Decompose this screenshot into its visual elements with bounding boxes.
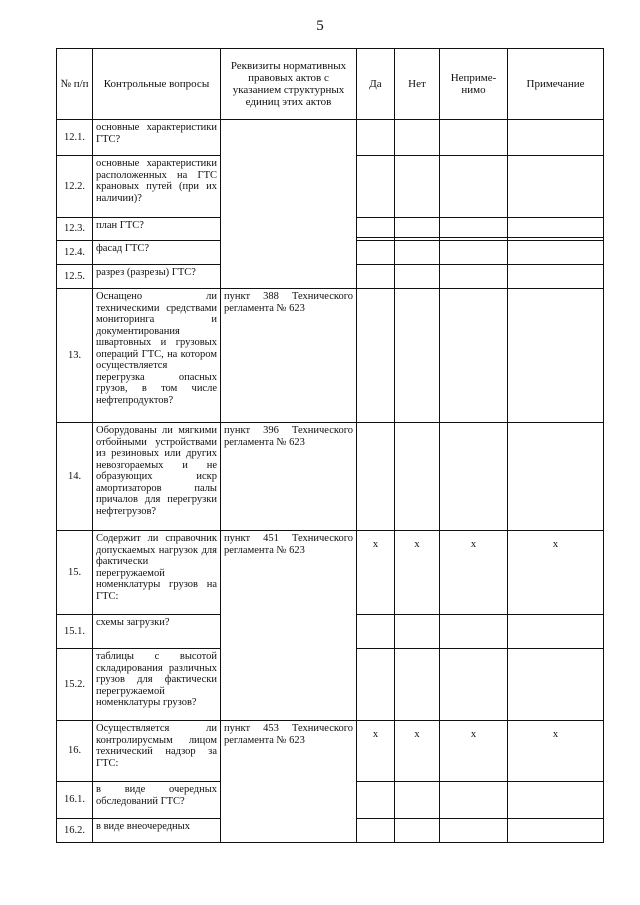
question-text: Осуществляется ли контролирусмым лицом технический надзор за ГТС: — [93, 721, 221, 782]
row-number: 12.5. — [57, 265, 93, 289]
question-text: в виде очередных обследований ГТС? — [93, 782, 221, 819]
answer-yes[interactable] — [357, 649, 395, 721]
row-number: 12.1. — [57, 120, 93, 156]
note-cell[interactable] — [508, 649, 604, 721]
question-text: план ГТС? — [93, 218, 221, 241]
answer-yes[interactable] — [357, 423, 395, 531]
page-number: 5 — [316, 18, 324, 34]
answer-na[interactable]: х — [440, 721, 508, 782]
header-no: Нет — [395, 49, 440, 120]
answer-no[interactable] — [395, 649, 440, 721]
question-text: основные характеристики расположенных на ГТС крановых путей (при их наличии)? — [93, 156, 221, 218]
note-cell[interactable] — [508, 156, 604, 218]
table-row — [57, 120, 604, 156]
row-number: 15. — [57, 531, 93, 615]
answer-na[interactable] — [440, 120, 508, 156]
header-requisites: Реквизиты нормативных правовых актов с указанием структурных единиц этих актов — [221, 49, 357, 120]
answer-na[interactable] — [440, 289, 508, 423]
answer-no[interactable] — [395, 156, 440, 218]
answer-no[interactable] — [395, 289, 440, 423]
answer-na[interactable]: х — [440, 531, 508, 615]
question-text: Оснащено ли техническими средствами мониторинга и документирования швартовных и грузовых операций ГТС, на котором осуществляется перегрузка опасных грузов, в том числе нефтепродуктов? — [93, 289, 221, 423]
header-yes: Да — [357, 49, 395, 120]
requisites-cell — [221, 120, 357, 289]
row-number: 16.1. — [57, 782, 93, 819]
question-text: Оборудованы ли мягкими отбойными устройствами из резиновых или других невозгораемых и не образующих искр амортизаторов палы причалов для перегрузки нефтегрузов? — [93, 423, 221, 531]
answer-no[interactable] — [395, 120, 440, 156]
answer-na[interactable] — [440, 615, 508, 649]
answer-no[interactable] — [395, 218, 440, 241]
question-text: таблицы с высотой складирования различных грузов для фактически перегружаемой номенклатуры грузов? — [93, 649, 221, 721]
row-number: 12.3. — [57, 218, 93, 241]
row-number: 13. — [57, 289, 93, 423]
answer-no[interactable] — [395, 265, 440, 289]
requisites-text: пункт 396 Технического регламента № 623 — [221, 423, 357, 531]
answer-no[interactable] — [395, 241, 440, 265]
table-row — [57, 531, 604, 615]
question-text: основные характеристики ГТС? — [93, 120, 221, 156]
answer-na[interactable] — [440, 241, 508, 265]
question-text: Содержит ли справочник допускаемых нагрузок для фактически перегружаемой номенклатуры грузов на ГТС: — [93, 531, 221, 615]
answer-yes[interactable] — [357, 218, 395, 241]
question-text: разрез (разрезы) ГТС? — [93, 265, 221, 289]
requisites-text: пункт 388 Технического регламента № 623 — [221, 289, 357, 423]
note-cell[interactable] — [508, 615, 604, 649]
checklist-table — [56, 48, 604, 843]
table-row — [57, 289, 604, 423]
row-number: 15.1. — [57, 615, 93, 649]
header-note: Примечание — [508, 49, 604, 120]
header-num: № п/п — [57, 49, 93, 120]
question-text: схемы загрузки? — [93, 615, 221, 649]
answer-na[interactable] — [440, 218, 508, 241]
answer-yes[interactable] — [357, 265, 395, 289]
answer-yes[interactable]: х — [357, 721, 395, 782]
answer-no[interactable]: х — [395, 721, 440, 782]
answer-na[interactable] — [440, 649, 508, 721]
answer-no[interactable] — [395, 615, 440, 649]
table-row — [57, 423, 604, 531]
answer-yes[interactable] — [357, 241, 395, 265]
answer-na[interactable] — [440, 423, 508, 531]
row-number: 12.2. — [57, 156, 93, 218]
note-cell[interactable] — [508, 120, 604, 156]
row-number: 15.2. — [57, 649, 93, 721]
answer-no[interactable]: х — [395, 531, 440, 615]
note-cell[interactable] — [508, 241, 604, 265]
table-row — [57, 721, 604, 782]
note-cell[interactable] — [508, 423, 604, 531]
row-number: 14. — [57, 423, 93, 531]
note-cell[interactable]: х — [508, 721, 604, 782]
answer-na[interactable] — [440, 156, 508, 218]
requisites-text: пункт 453 Технического регламента № 623 — [221, 721, 357, 843]
answer-yes[interactable] — [357, 819, 395, 843]
row-number: 16.2. — [57, 819, 93, 843]
note-cell[interactable] — [508, 819, 604, 843]
answer-no[interactable] — [395, 423, 440, 531]
answer-na[interactable] — [440, 265, 508, 289]
answer-yes[interactable]: х — [357, 531, 395, 615]
answer-yes[interactable] — [357, 156, 395, 218]
answer-yes[interactable] — [357, 615, 395, 649]
row-number: 16. — [57, 721, 93, 782]
requisites-text: пункт 451 Технического регламента № 623 — [221, 531, 357, 721]
note-cell[interactable]: х — [508, 531, 604, 615]
answer-na[interactable] — [440, 782, 508, 819]
answer-no[interactable] — [395, 819, 440, 843]
answer-na[interactable] — [440, 819, 508, 843]
answer-yes[interactable] — [357, 782, 395, 819]
note-cell[interactable] — [508, 265, 604, 289]
answer-yes[interactable] — [357, 120, 395, 156]
header-row — [57, 49, 604, 120]
header-question: Контрольные вопросы — [93, 49, 221, 120]
answer-no[interactable] — [395, 782, 440, 819]
note-cell[interactable] — [508, 218, 604, 241]
note-cell[interactable] — [508, 782, 604, 819]
question-text: фасад ГТС? — [93, 241, 221, 265]
header-na: Неприме-нимо — [440, 49, 508, 120]
note-cell[interactable] — [508, 289, 604, 423]
answer-yes[interactable] — [357, 289, 395, 423]
question-text: в виде внеочередных — [93, 819, 221, 843]
row-number: 12.4. — [57, 241, 93, 265]
